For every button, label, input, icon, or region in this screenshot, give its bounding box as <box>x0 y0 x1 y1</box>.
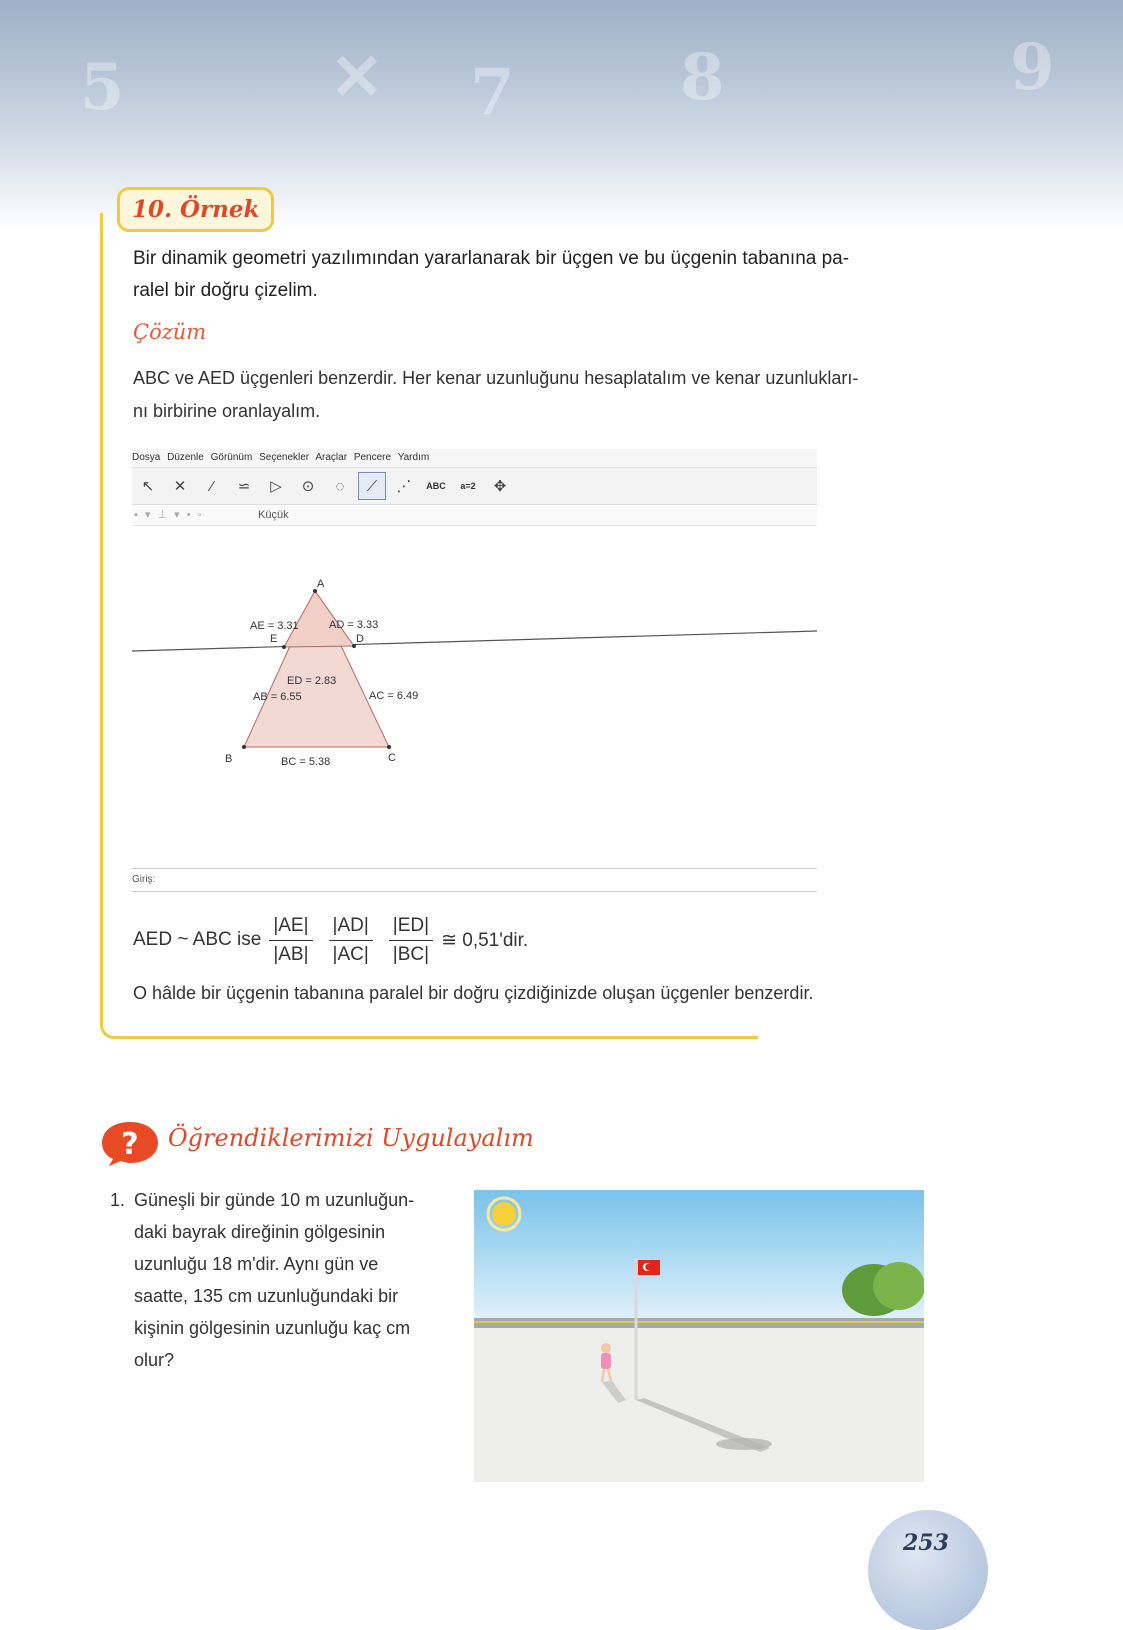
point-d-label: D <box>356 633 364 645</box>
angle-tool-icon[interactable]: ⟋ <box>358 472 386 500</box>
decorative-digit: 5 <box>80 50 125 125</box>
solution-line: ABC ve AED üçgenleri benzerdir. Her kenar uzunluğunu hesaplatalım ve kenar uzunlukları- <box>133 368 859 388</box>
child-head <box>601 1343 611 1353</box>
app-menubar <box>132 449 817 468</box>
fraction-numerator: |AD| <box>329 914 373 941</box>
fraction-denominator: |AC| <box>332 943 369 965</box>
menu-item-window[interactable]: Pencere <box>353 452 392 463</box>
point-a-label: A <box>317 578 325 590</box>
input-bar[interactable] <box>132 868 817 892</box>
geometry-canvas[interactable] <box>132 525 817 855</box>
move-view-icon[interactable]: ✥ <box>493 478 507 495</box>
question-1 <box>110 1184 450 1376</box>
measure-bc: BC = 5.38 <box>281 756 331 768</box>
intro-line: Bir dinamik geometri yazılımından yararlanarak bir üçgen ve bu üçgenin tabanına pa- <box>133 248 850 269</box>
flag-shadow <box>716 1438 772 1450</box>
measure-ad: AD = 3.33 <box>329 619 379 631</box>
page-number: 253 <box>903 1530 949 1556</box>
practice-title: Öğrendiklerimizi Uygulayalım <box>168 1124 534 1152</box>
line-tool-icon[interactable]: ⁄ <box>210 477 214 495</box>
point-c[interactable] <box>387 745 391 749</box>
polygon-tool-icon[interactable]: ▷ <box>270 478 282 495</box>
menu-item-file[interactable]: Dosya <box>132 452 161 463</box>
measure-ac: AC = 6.49 <box>369 690 419 702</box>
point-c-label: C <box>388 752 396 764</box>
question-text <box>134 1184 450 1376</box>
app-stylebar <box>132 505 817 526</box>
fraction-denominator: |AB| <box>273 943 309 965</box>
style-controls[interactable]: ▪ ▾ ⊥ ▾ • ▫ <box>134 509 204 521</box>
point-b[interactable] <box>242 745 246 749</box>
menu-item-help[interactable]: Yardım <box>397 452 430 463</box>
question-number: 1. <box>110 1190 126 1210</box>
parallel-line[interactable] <box>132 631 817 651</box>
intro-line: ralel bir doğru çizelim. <box>133 280 318 301</box>
flagpole-shadow-illustration <box>474 1190 924 1482</box>
similarity-formula <box>133 910 528 970</box>
label-size-select[interactable]: Küçük <box>258 509 289 521</box>
menu-item-view[interactable]: Görünüm <box>210 452 253 463</box>
measure-ed: ED = 2.83 <box>287 675 337 687</box>
geometry-app-screenshot <box>132 449 817 894</box>
reflect-tool-icon[interactable]: ⋰ <box>396 478 412 495</box>
fraction-ad-ac <box>329 914 373 967</box>
question-line: uzunluğu 18 m'dir. Aynı gün ve <box>134 1254 379 1274</box>
fraction-denominator: |BC| <box>392 943 430 965</box>
fraction-numerator: |ED| <box>389 914 433 941</box>
example-badge: 10. Örnek <box>117 187 274 232</box>
formula-rhs: ≅ 0,51'dir. <box>441 929 529 951</box>
text-tool-label: ABC <box>426 481 446 491</box>
tree-foliage <box>873 1262 924 1310</box>
fraction-numerator: |AE| <box>269 914 312 941</box>
decorative-digit: 7 <box>470 55 515 130</box>
perpendicular-tool-icon[interactable]: ⋍ <box>237 478 251 495</box>
example-intro <box>133 243 933 307</box>
question-line: Güneşli bir günde 10 m uzunluğun- <box>134 1190 415 1210</box>
measure-ae: AE = 3.31 <box>250 620 299 632</box>
question-line: olur? <box>134 1350 175 1370</box>
decorative-digit: 8 <box>680 40 725 115</box>
point-b-label: B <box>225 753 233 765</box>
decorative-symbol: ✕ <box>330 40 384 115</box>
conclusion-text: O hâlde bir üçgenin tabanına paralel bir doğru çizdiğinizde oluşan üçgenler benzerdir. <box>133 983 814 1003</box>
question-line: daki bayrak direğinin gölgesinin <box>134 1222 386 1242</box>
app-toolbar <box>132 468 817 505</box>
slider-tool-label: a=2 <box>460 481 476 491</box>
point-tool-icon[interactable]: ✕ <box>173 478 187 495</box>
point-e-label: E <box>270 633 278 645</box>
slider-tool-icon[interactable] <box>454 472 482 500</box>
flag-crescent-cut <box>645 1264 651 1270</box>
page-number-badge <box>868 1510 988 1630</box>
decorative-digit: 9 <box>1010 30 1055 105</box>
svg-text:?: ? <box>121 1127 139 1162</box>
solution-line: nı birbirine oranlayalım. <box>133 401 321 421</box>
pointer-tool-icon[interactable]: ↖ <box>141 478 155 495</box>
menu-item-edit[interactable]: Düzenle <box>167 452 204 463</box>
sun-icon <box>492 1202 516 1226</box>
text-tool-icon[interactable] <box>422 472 450 500</box>
menu-item-tools[interactable]: Araçlar <box>315 452 348 463</box>
menu-item-options[interactable]: Seçenekler <box>259 452 310 463</box>
child-body <box>601 1353 611 1369</box>
question-line: saatte, 135 cm uzunluğundaki bir <box>134 1286 399 1306</box>
ground <box>474 1318 924 1482</box>
fraction-ae-ab <box>269 914 312 967</box>
formula-lhs: AED ~ ABC ise <box>133 929 262 950</box>
point-e[interactable] <box>282 645 286 649</box>
question-line: kişinin gölgesinin uzunluğu kaç cm <box>134 1318 411 1338</box>
input-label: Giriş: <box>132 874 156 885</box>
measure-ab: AB = 6.55 <box>253 691 302 703</box>
fraction-ed-bc <box>389 914 433 967</box>
circle-three-points-icon[interactable]: ◌ <box>335 477 345 495</box>
circle-tool-icon[interactable]: ⊙ <box>301 478 315 495</box>
solution-text <box>133 362 933 428</box>
question-bubble-icon <box>99 1119 161 1167</box>
solution-title: Çözüm <box>133 320 207 344</box>
